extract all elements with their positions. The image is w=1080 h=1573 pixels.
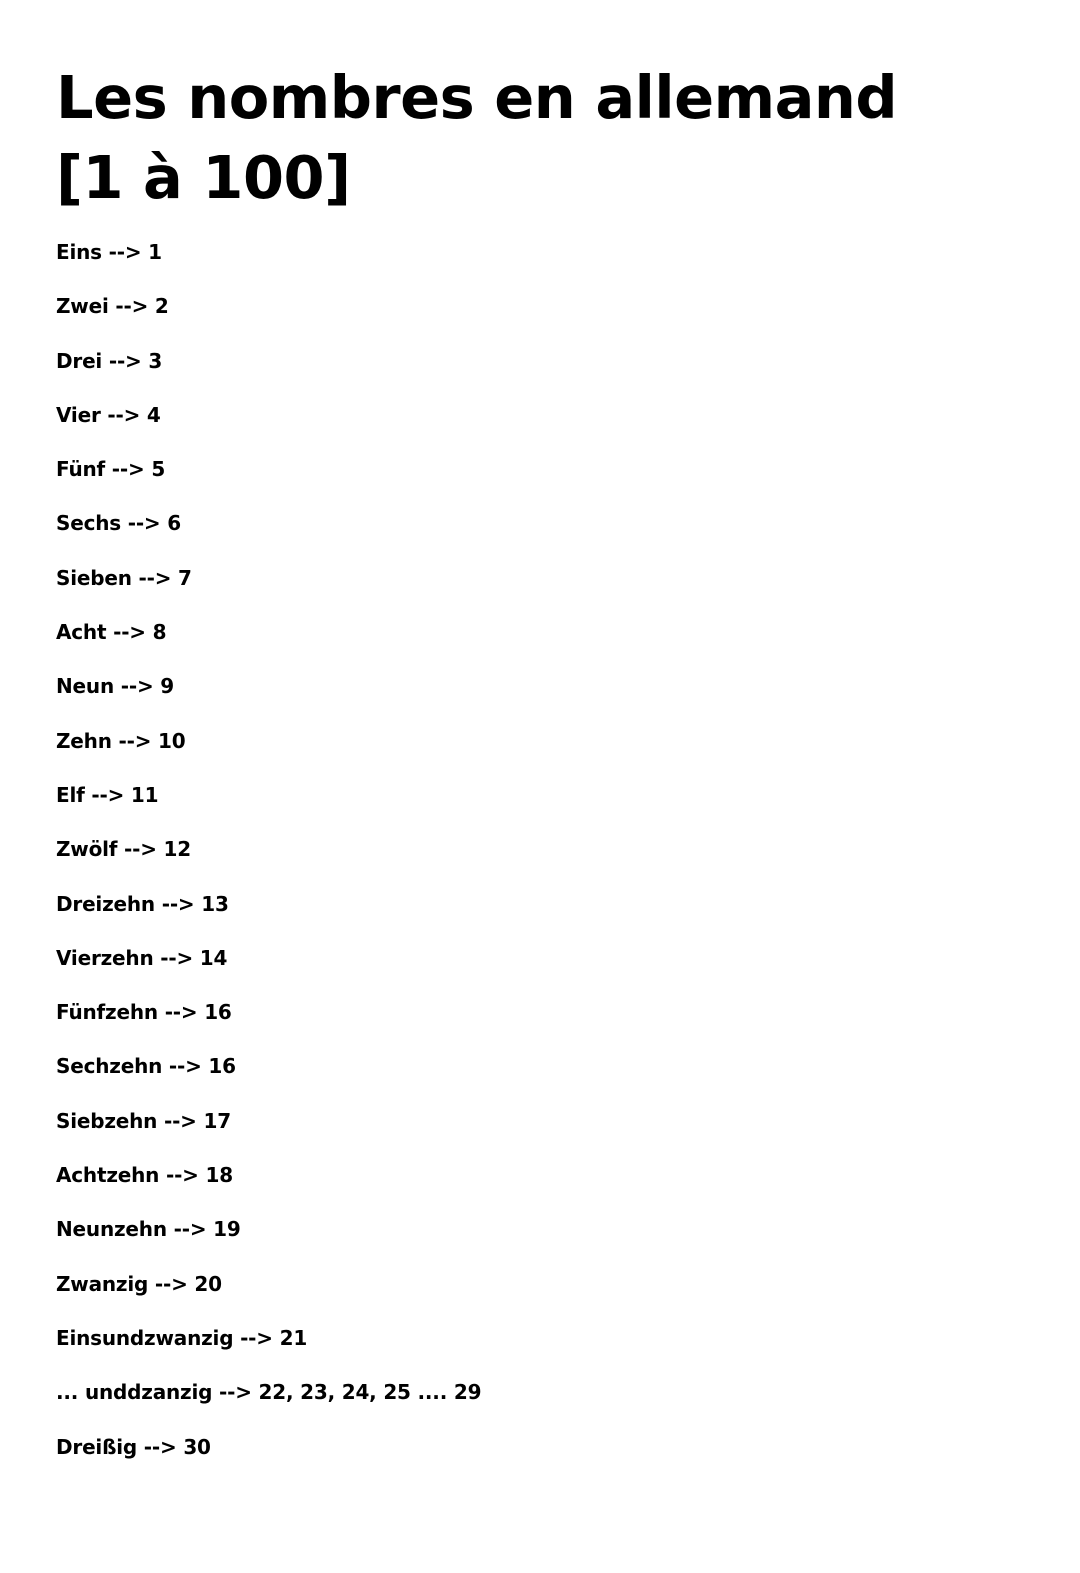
document-page [56, 58, 1016, 1459]
list-item: Sechzehn --> 16 [56, 1054, 236, 1079]
list-item: Drei --> 3 [56, 348, 163, 373]
list-item: Dreißig --> 30 [56, 1434, 211, 1459]
list-item: Fünf --> 5 [56, 457, 166, 482]
list-item: Zwei --> 2 [56, 294, 169, 319]
list-item: Neun --> 9 [56, 674, 174, 699]
list-item: Eins --> 1 [56, 240, 162, 264]
page-title: Les nombres en allemand [1 à 100] [56, 63, 898, 212]
list-item: Sieben --> 7 [56, 565, 192, 590]
list-item: Zwanzig --> 20 [56, 1271, 222, 1296]
list-item: Vier --> 4 [56, 402, 161, 427]
list-item: Einsundzwanzig --> 21 [56, 1325, 308, 1350]
list-item: Zehn --> 10 [56, 728, 186, 753]
list-item: Zwölf --> 12 [56, 837, 191, 862]
list-item: Vierzehn --> 14 [56, 945, 228, 970]
list-item: Siebzehn --> 17 [56, 1108, 231, 1133]
number-list [56, 238, 481, 1487]
list-item: Achtzehn --> 18 [56, 1163, 233, 1188]
list-item: ... unddzanzig --> 22, 23, 24, 25 .... 29 [56, 1380, 482, 1405]
list-item: Acht --> 8 [56, 620, 167, 645]
list-item: Fünfzehn --> 16 [56, 1000, 232, 1025]
list-item: Elf --> 11 [56, 782, 159, 807]
list-item: Sechs --> 6 [56, 511, 181, 536]
list-item: Neunzehn --> 19 [56, 1217, 241, 1242]
list-item: Dreizehn --> 13 [56, 891, 229, 916]
